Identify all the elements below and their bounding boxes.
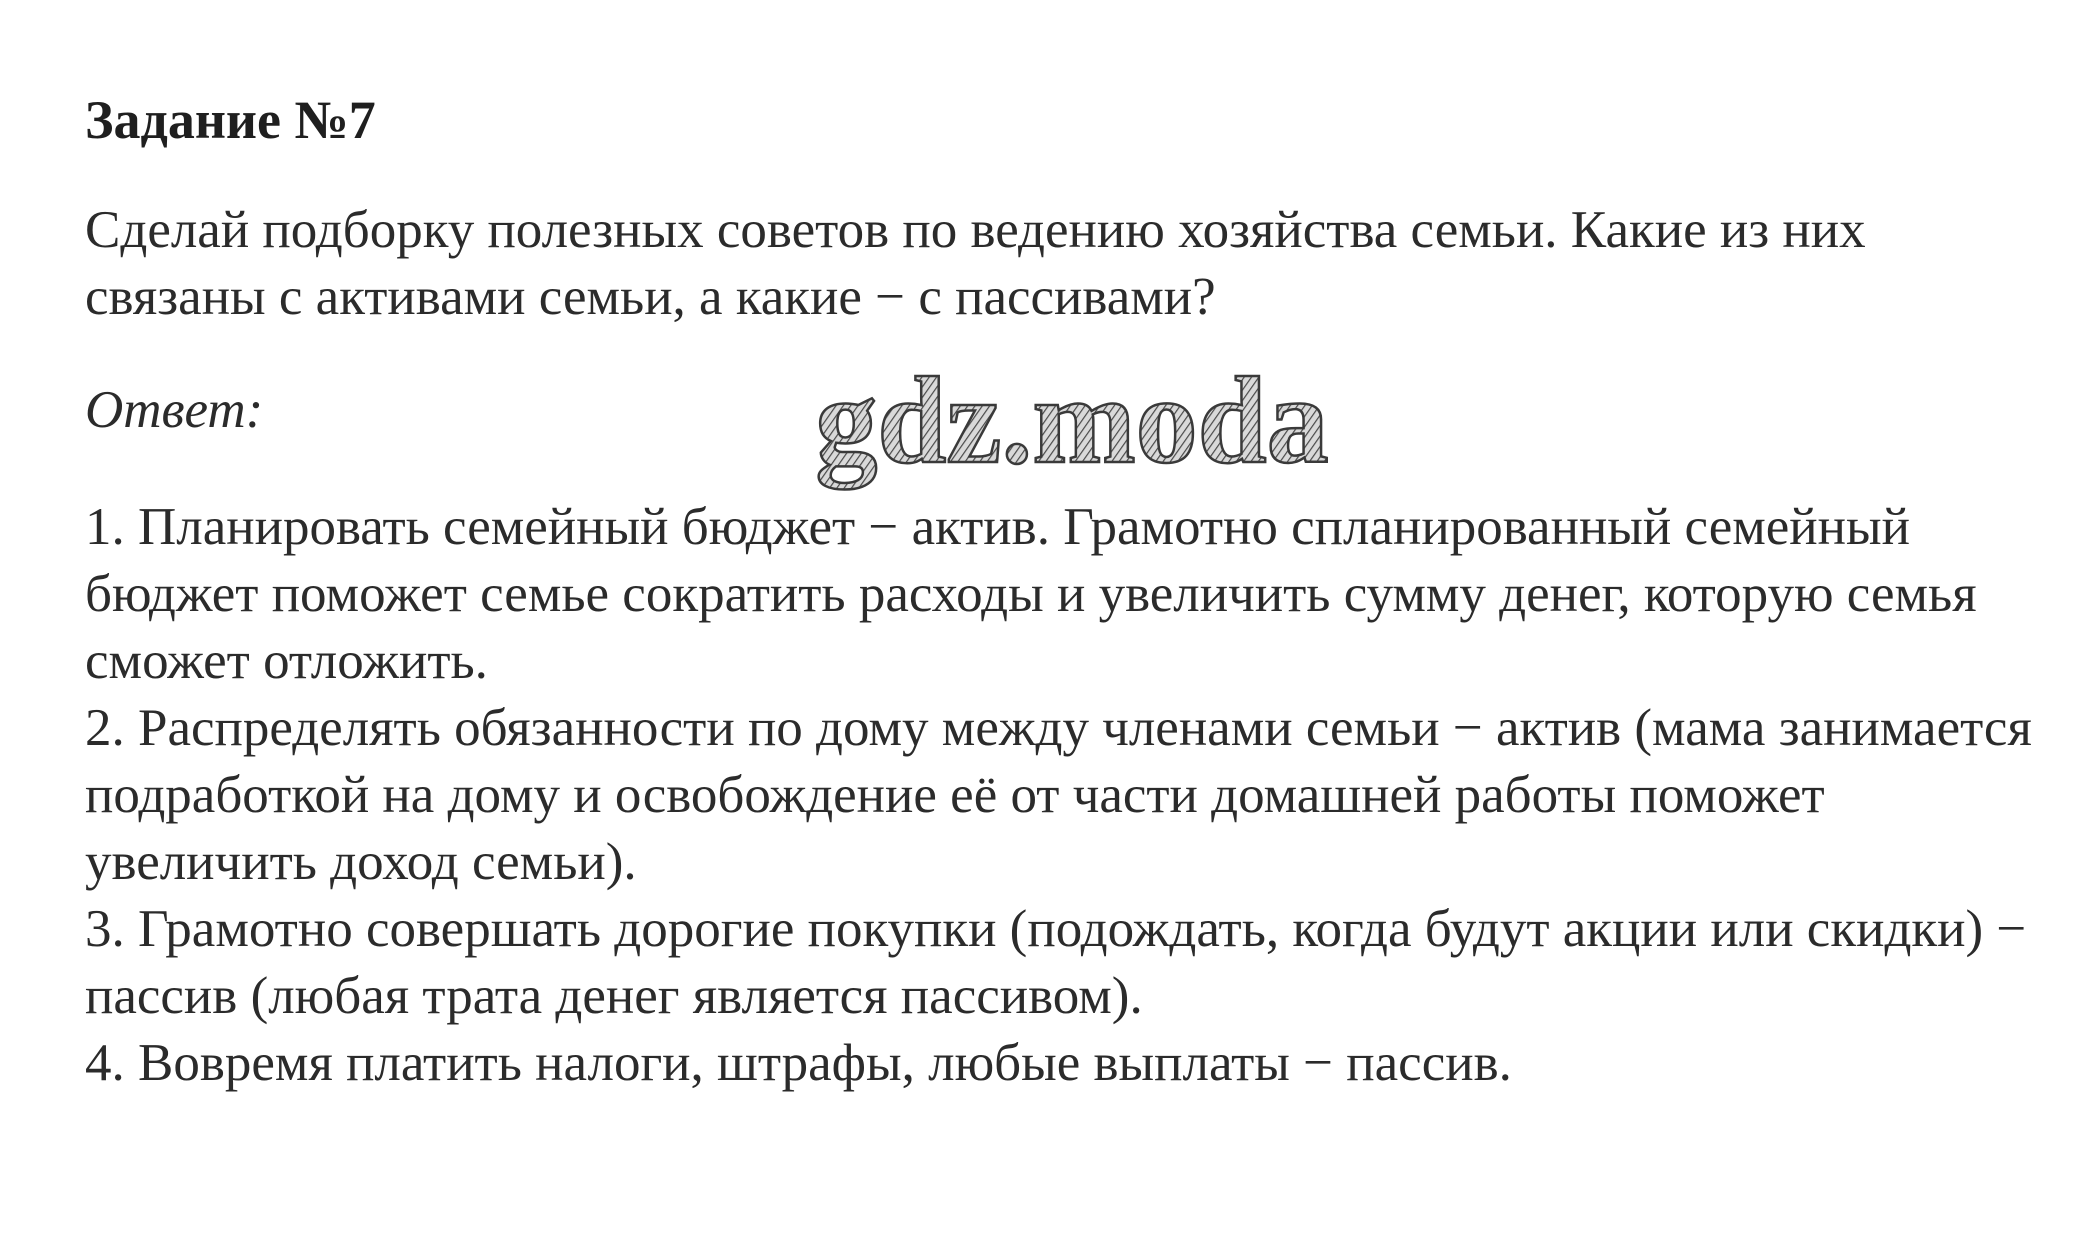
task-title: Задание №7 <box>85 90 376 150</box>
task-question: Сделай подборку полезных советов по ведению хозяйства семьи. Какие из них связаны с активами семьи, а какие − с пассивами? <box>85 201 1866 326</box>
watermark-logo <box>772 360 1372 510</box>
watermark-text: gdz.moda <box>815 360 1329 489</box>
answer-item-1: 1. Планировать семейный бюджет − актив. Грамотно спланированный семейный бюджет поможет семье сократить расходы и увеличить сумму денег, которую семья сможет отложить. <box>85 498 1977 690</box>
answer-item-4: 4. Вовремя платить налоги, штрафы, любые выплаты − пассив. <box>85 1034 1512 1092</box>
answer-label: Ответ: <box>85 381 264 439</box>
answer-list <box>85 494 2035 1097</box>
answer-item-3: 3. Грамотно совершать дорогие покупки (подождать, когда будут акции или скидки) − пассив (любая трата денег является пассивом). <box>85 900 2027 1025</box>
answer-item-2: 2. Распределять обязанности по дому между членами семьи − актив (мама занимается подработкой на дому и освобождение её от части домашней работы поможет увеличить доход семьи). <box>85 699 2032 891</box>
